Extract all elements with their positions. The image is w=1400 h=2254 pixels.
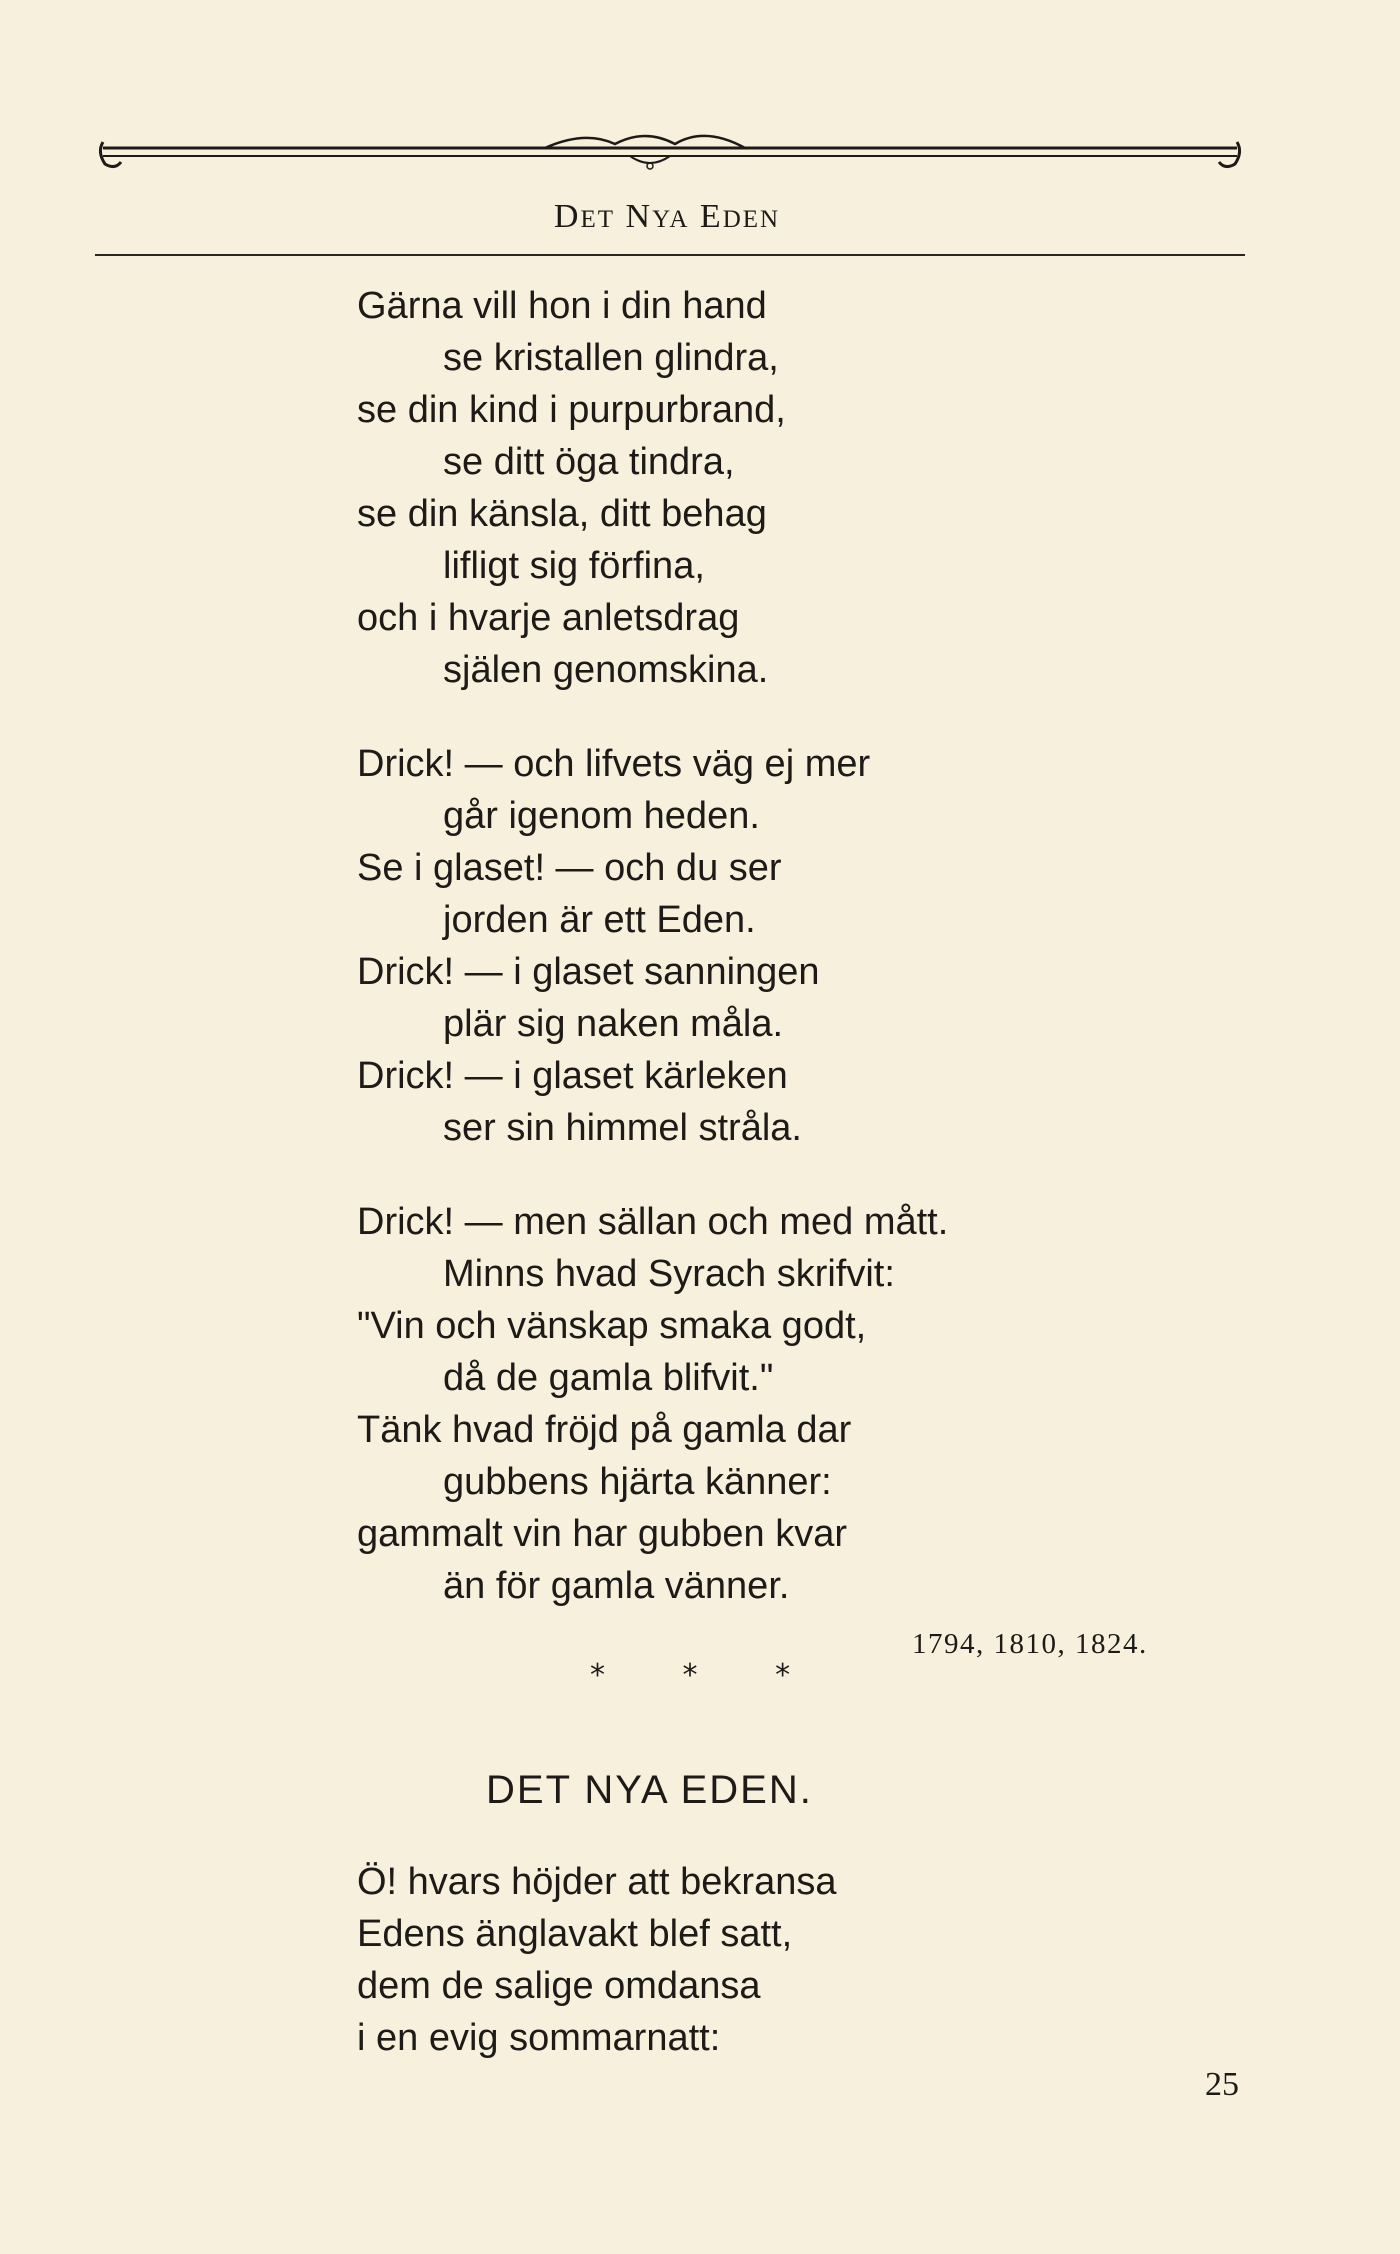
verse-line: gubbens hjärta känner: [443, 1461, 832, 1503]
verse-line: Tänk hvad fröjd på gamla dar [357, 1409, 852, 1451]
verse-line: se din känsla, ditt behag [357, 493, 767, 535]
verse-line: i en evig sommarnatt: [357, 2017, 721, 2059]
verse-line: Drick! — i glaset sanningen [357, 951, 820, 993]
verse-line: dem de salige omdansa [357, 1965, 761, 2007]
poem-body [357, 280, 1257, 1612]
running-title: DET NYA EDEN [553, 198, 781, 235]
verse-line: Edens änglavakt blef satt, [357, 1913, 793, 1955]
poem-title: DET NYA EDEN. [486, 1768, 813, 1812]
verse-line: Ö! hvars höjder att bekransa [357, 1861, 837, 1903]
verse-line: plär sig naken måla. [443, 1003, 784, 1045]
verse-line: Drick! — men sällan och med mått. [357, 1201, 949, 1243]
verse-line: Drick! — i glaset kärleken [357, 1055, 788, 1097]
header-rule [95, 254, 1245, 256]
verse-line: går igenom heden. [443, 795, 760, 837]
verse-line: jorden är ett Eden. [443, 899, 756, 941]
verse-line: se kristallen glindra, [443, 337, 779, 379]
verse-line: Gärna vill hon i din hand [357, 285, 767, 327]
poem-dates: 1794, 1810, 1824. [912, 1628, 1148, 1660]
verse-line: lifligt sig förfina, [443, 545, 705, 587]
stanza-1 [357, 280, 1257, 696]
verse-line: än för gamla vänner. [443, 1565, 790, 1607]
header-ornament [95, 132, 1245, 192]
verse-line: se din kind i purpurbrand, [357, 389, 786, 431]
next-poem-body [357, 1856, 1257, 2064]
verse-line: då de gamla blifvit." [443, 1357, 774, 1399]
verse-line: gammalt vin har gubben kvar [357, 1513, 848, 1555]
verse-line: ser sin himmel stråla. [443, 1107, 802, 1149]
verse-line: Minns hvad Syrach skrifvit: [443, 1253, 895, 1295]
verse-line: själen genomskina. [443, 649, 769, 691]
verse-line: "Vin och vänskap smaka godt, [357, 1305, 867, 1347]
page-number: 25 [1205, 2066, 1239, 2103]
stanza-2 [357, 738, 1257, 1154]
section-separator: * * * [590, 1658, 825, 1693]
verse-line: och i hvarje anletsdrag [357, 597, 740, 639]
verse-line: se ditt öga tindra, [443, 441, 735, 483]
verse-line: Drick! — och lifvets väg ej mer [357, 743, 871, 785]
stanza-3 [357, 1196, 1257, 1612]
verse-line: Se i glaset! — och du ser [357, 847, 782, 889]
